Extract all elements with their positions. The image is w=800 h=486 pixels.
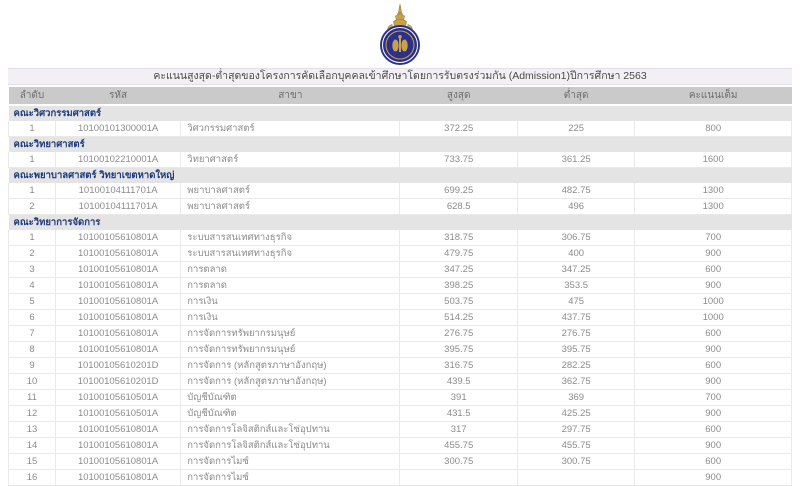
major-cell: การตลาด bbox=[181, 278, 400, 294]
max-score-cell: 347.25 bbox=[400, 262, 517, 278]
max-score-cell: 431.5 bbox=[400, 406, 517, 422]
full-score-cell: 1600 bbox=[635, 152, 792, 168]
code-cell: 10100105610801A bbox=[55, 438, 180, 454]
max-score-cell: 439.5 bbox=[400, 374, 517, 390]
min-score-cell: 347.25 bbox=[517, 262, 634, 278]
col-header-order: ลำดับ bbox=[9, 87, 56, 105]
major-cell: การจัดการทรัพยากรมนุษย์ bbox=[181, 326, 400, 342]
table-row bbox=[9, 121, 792, 137]
code-cell: 10100105610201D bbox=[55, 374, 180, 390]
full-score-cell: 600 bbox=[635, 358, 792, 374]
faculty-name: คณะพยาบาลศาสตร์ วิทยาเขตหาดใหญ่ bbox=[9, 168, 792, 184]
major-cell: บัญชีบัณฑิต bbox=[181, 406, 400, 422]
table-row bbox=[9, 358, 792, 374]
table-row bbox=[9, 390, 792, 406]
table-row bbox=[9, 438, 792, 454]
order-cell: 13 bbox=[9, 422, 56, 438]
full-score-cell: 900 bbox=[635, 374, 792, 390]
min-score-cell: 395.75 bbox=[517, 342, 634, 358]
full-score-cell: 700 bbox=[635, 390, 792, 406]
code-cell: 10100105610801A bbox=[55, 262, 180, 278]
col-header-min-score: ต่ำสุด bbox=[517, 87, 634, 105]
full-score-cell: 1000 bbox=[635, 310, 792, 326]
table-row bbox=[9, 326, 792, 342]
full-score-cell: 700 bbox=[635, 230, 792, 246]
code-cell: 10100105610501A bbox=[55, 406, 180, 422]
major-cell: ระบบสารสนเทศทางธุรกิจ bbox=[181, 230, 400, 246]
major-cell: บัญชีบัณฑิต bbox=[181, 390, 400, 406]
order-cell: 1 bbox=[9, 230, 56, 246]
table-row bbox=[9, 470, 792, 486]
col-header-major: สาขา bbox=[181, 87, 400, 105]
faculty-group-row bbox=[9, 137, 792, 153]
max-score-cell: 316.75 bbox=[400, 358, 517, 374]
faculty-group-row bbox=[9, 168, 792, 184]
full-score-cell: 1300 bbox=[635, 183, 792, 199]
full-score-cell: 1300 bbox=[635, 199, 792, 215]
max-score-cell bbox=[400, 470, 517, 486]
code-cell: 10100105610801A bbox=[55, 310, 180, 326]
full-score-cell: 900 bbox=[635, 406, 792, 422]
major-cell: การจัดการโลจิสติกส์และโซ่อุปทาน bbox=[181, 422, 400, 438]
full-score-cell: 600 bbox=[635, 454, 792, 470]
order-cell: 10 bbox=[9, 374, 56, 390]
order-cell: 8 bbox=[9, 342, 56, 358]
order-cell: 16 bbox=[9, 470, 56, 486]
code-cell: 10100105610801A bbox=[55, 326, 180, 342]
code-cell: 10100105610801A bbox=[55, 422, 180, 438]
table-row bbox=[9, 422, 792, 438]
code-cell: 10100105610801A bbox=[55, 454, 180, 470]
major-cell: ระบบสารสนเทศทางธุรกิจ bbox=[181, 246, 400, 262]
major-cell: การจัดการโลจิสติกส์และโซ่อุปทาน bbox=[181, 438, 400, 454]
min-score-cell: 362.75 bbox=[517, 374, 634, 390]
min-score-cell: 369 bbox=[517, 390, 634, 406]
max-score-cell: 317 bbox=[400, 422, 517, 438]
code-cell: 10100101300001A bbox=[55, 121, 180, 137]
major-cell: วิศวกรรมศาสตร์ bbox=[181, 121, 400, 137]
faculty-group-row bbox=[9, 215, 792, 231]
min-score-cell: 306.75 bbox=[517, 230, 634, 246]
full-score-cell: 900 bbox=[635, 278, 792, 294]
order-cell: 1 bbox=[9, 183, 56, 199]
min-score-cell: 276.75 bbox=[517, 326, 634, 342]
max-score-cell: 391 bbox=[400, 390, 517, 406]
order-cell: 1 bbox=[9, 121, 56, 137]
min-score-cell: 437.75 bbox=[517, 310, 634, 326]
code-cell: 10100105610801A bbox=[55, 342, 180, 358]
min-score-cell: 361.25 bbox=[517, 152, 634, 168]
code-cell: 10100105610801A bbox=[55, 278, 180, 294]
order-cell: 1 bbox=[9, 152, 56, 168]
min-score-cell: 225 bbox=[517, 121, 634, 137]
table-header-row bbox=[9, 87, 792, 105]
faculty-group-row bbox=[9, 105, 792, 121]
min-score-cell: 282.25 bbox=[517, 358, 634, 374]
full-score-cell: 900 bbox=[635, 470, 792, 486]
table-body bbox=[9, 105, 792, 486]
major-cell: การตลาด bbox=[181, 262, 400, 278]
major-cell: การจัดการ (หลักสูตรภาษาอังกฤษ) bbox=[181, 374, 400, 390]
major-cell: วิทยาศาสตร์ bbox=[181, 152, 400, 168]
full-score-cell: 800 bbox=[635, 121, 792, 137]
full-score-cell: 600 bbox=[635, 262, 792, 278]
max-score-cell: 733.75 bbox=[400, 152, 517, 168]
max-score-cell: 479.75 bbox=[400, 246, 517, 262]
max-score-cell: 372.25 bbox=[400, 121, 517, 137]
page-title: คะแนนสูงสุด-ต่ำสุดของโครงการคัดเลือกบุคคลเข้าศึกษาโดยการรับตรงร่วมกัน (Admission1)ปีการศึกษา 2563 bbox=[8, 68, 792, 85]
faculty-name: คณะวิศวกรรมศาสตร์ bbox=[9, 105, 792, 121]
code-cell: 10100104111701A bbox=[55, 199, 180, 215]
order-cell: 12 bbox=[9, 406, 56, 422]
full-score-cell: 1000 bbox=[635, 294, 792, 310]
order-cell: 9 bbox=[9, 358, 56, 374]
table-row bbox=[9, 183, 792, 199]
major-cell: พยาบาลศาสตร์ bbox=[181, 199, 400, 215]
max-score-cell: 398.25 bbox=[400, 278, 517, 294]
table-row bbox=[9, 310, 792, 326]
code-cell: 10100105610801A bbox=[55, 246, 180, 262]
major-cell: พยาบาลศาสตร์ bbox=[181, 183, 400, 199]
university-logo bbox=[0, 0, 800, 66]
col-header-full-score: คะแนนเต็ม bbox=[635, 87, 792, 105]
table-row bbox=[9, 374, 792, 390]
full-score-cell: 600 bbox=[635, 422, 792, 438]
min-score-cell: 455.75 bbox=[517, 438, 634, 454]
full-score-cell: 900 bbox=[635, 246, 792, 262]
max-score-cell: 699.25 bbox=[400, 183, 517, 199]
full-score-cell: 900 bbox=[635, 342, 792, 358]
min-score-cell: 300.75 bbox=[517, 454, 634, 470]
table-row bbox=[9, 152, 792, 168]
min-score-cell: 425.25 bbox=[517, 406, 634, 422]
table-row bbox=[9, 294, 792, 310]
max-score-cell: 300.75 bbox=[400, 454, 517, 470]
max-score-cell: 395.75 bbox=[400, 342, 517, 358]
min-score-cell: 482.75 bbox=[517, 183, 634, 199]
code-cell: 10100105610801A bbox=[55, 230, 180, 246]
order-cell: 2 bbox=[9, 199, 56, 215]
major-cell: การเงิน bbox=[181, 310, 400, 326]
code-cell: 10100105610201D bbox=[55, 358, 180, 374]
order-cell: 6 bbox=[9, 310, 56, 326]
faculty-name: คณะวิทยาศาสตร์ bbox=[9, 137, 792, 153]
major-cell: การจัดการไมซ์ bbox=[181, 454, 400, 470]
order-cell: 3 bbox=[9, 262, 56, 278]
max-score-cell: 503.75 bbox=[400, 294, 517, 310]
table-row bbox=[9, 262, 792, 278]
code-cell: 10100105610801A bbox=[55, 470, 180, 486]
full-score-cell: 900 bbox=[635, 438, 792, 454]
table-row bbox=[9, 278, 792, 294]
major-cell: การจัดการไมซ์ bbox=[181, 470, 400, 486]
order-cell: 5 bbox=[9, 294, 56, 310]
max-score-cell: 514.25 bbox=[400, 310, 517, 326]
order-cell: 2 bbox=[9, 246, 56, 262]
major-cell: การจัดการ (หลักสูตรภาษาอังกฤษ) bbox=[181, 358, 400, 374]
table-row bbox=[9, 342, 792, 358]
full-score-cell: 600 bbox=[635, 326, 792, 342]
min-score-cell bbox=[517, 470, 634, 486]
min-score-cell: 297.75 bbox=[517, 422, 634, 438]
table-row bbox=[9, 230, 792, 246]
table-row bbox=[9, 454, 792, 470]
table-row bbox=[9, 199, 792, 215]
order-cell: 11 bbox=[9, 390, 56, 406]
code-cell: 10100102210001A bbox=[55, 152, 180, 168]
major-cell: การจัดการทรัพยากรมนุษย์ bbox=[181, 342, 400, 358]
code-cell: 10100105610501A bbox=[55, 390, 180, 406]
max-score-cell: 318.75 bbox=[400, 230, 517, 246]
min-score-cell: 353.5 bbox=[517, 278, 634, 294]
order-cell: 7 bbox=[9, 326, 56, 342]
code-cell: 10100104111701A bbox=[55, 183, 180, 199]
major-cell: การเงิน bbox=[181, 294, 400, 310]
min-score-cell: 496 bbox=[517, 199, 634, 215]
university-emblem-icon bbox=[373, 4, 427, 66]
max-score-cell: 276.75 bbox=[400, 326, 517, 342]
col-header-max-score: สูงสุด bbox=[400, 87, 517, 105]
order-cell: 4 bbox=[9, 278, 56, 294]
max-score-cell: 628.5 bbox=[400, 199, 517, 215]
min-score-cell: 400 bbox=[517, 246, 634, 262]
faculty-name: คณะวิทยาการจัดการ bbox=[9, 215, 792, 231]
order-cell: 14 bbox=[9, 438, 56, 454]
max-score-cell: 455.75 bbox=[400, 438, 517, 454]
min-score-cell: 475 bbox=[517, 294, 634, 310]
order-cell: 15 bbox=[9, 454, 56, 470]
col-header-code: รหัส bbox=[55, 87, 180, 105]
code-cell: 10100105610801A bbox=[55, 294, 180, 310]
table-row bbox=[9, 246, 792, 262]
scores-table bbox=[8, 87, 792, 486]
